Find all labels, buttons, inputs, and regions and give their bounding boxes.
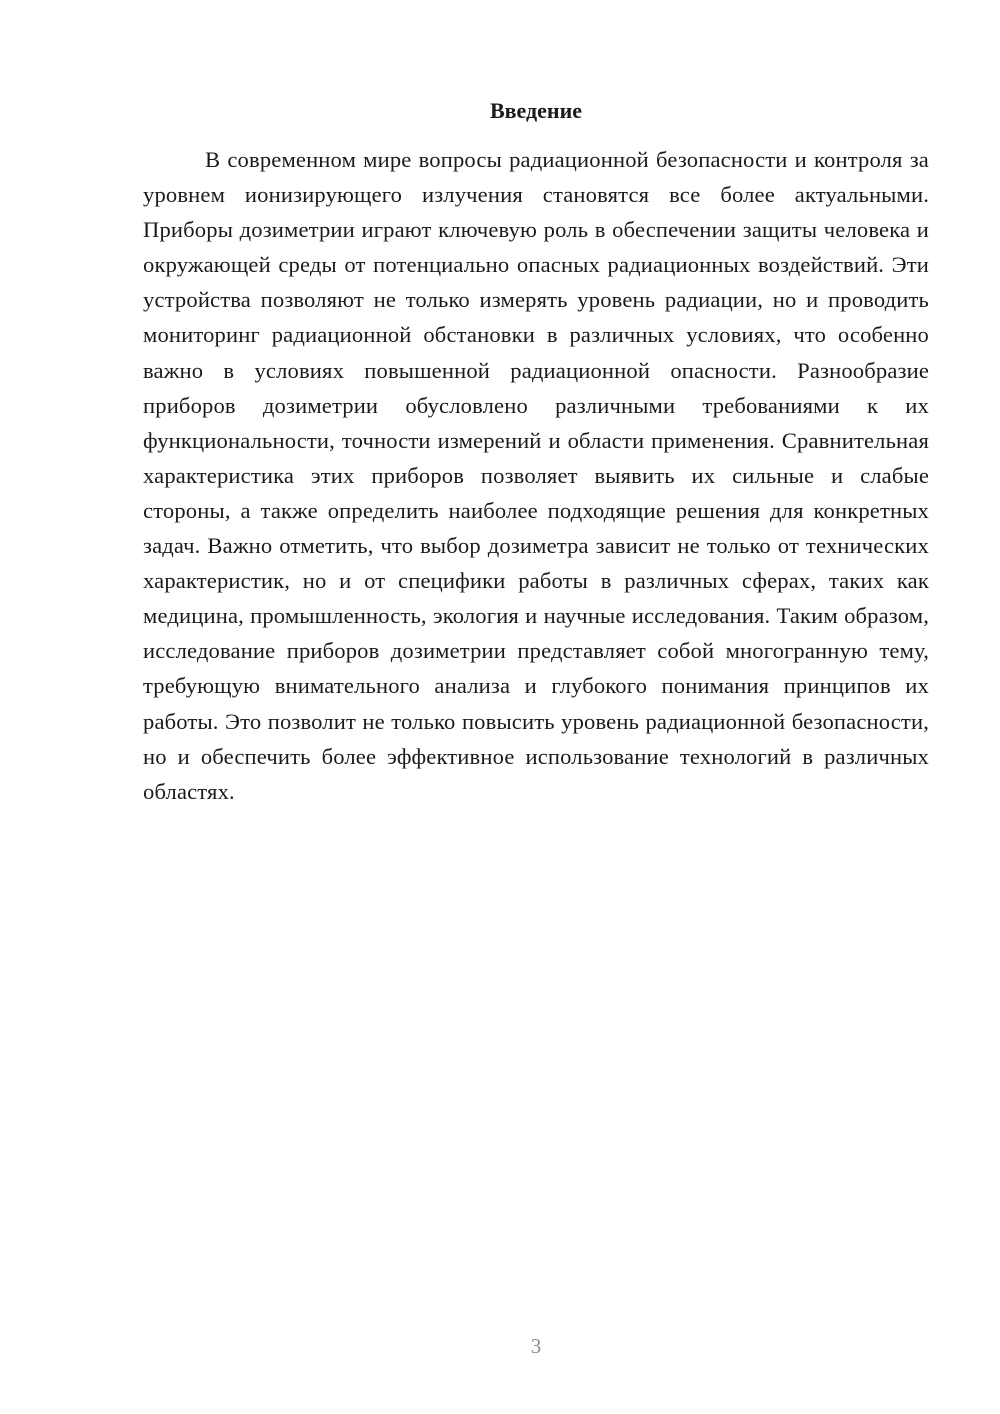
page-number: 3 [530,1334,542,1358]
introduction-paragraph: В современном мире вопросы радиационной безопасности и контроля за уровнем ионизирующего излучения становятся все более актуальными. Приборы дозиметрии играют ключевую роль в обеспечении защиты человека и окружающей среды от потенциально опасных радиационных воздействий. Эти устройства позволяют не только измерять уровень радиации, но и проводить мониторинг радиационной обстановки в различных условиях, что особенно важно в условиях повышенной радиационной опасности. Разнообразие приборов дозиметрии обусловлено различными требованиями к их функциональности, точности измерений и области применения. Сравнительная характеристика этих приборов позволяет выявить их сильные и слабые стороны, а также определить наиболее подходящие решения для конкретных задач. Важно отметить, что выбор дозиметра зависит не только от технических характеристик, но и от специфики работы в различных сферах, таких как медицина, промышленность, экология и научные исследования. Таким образом, исследование приборов дозиметрии представляет собой многогранную тему, требующую внимательного анализа и глубокого понимания принципов их работы. Это позволит не только повысить уровень радиационной безопасности, но и обеспечить более эффективное использование технологий в различных областях. [143,147,929,804]
section-heading: Введение [489,98,583,123]
